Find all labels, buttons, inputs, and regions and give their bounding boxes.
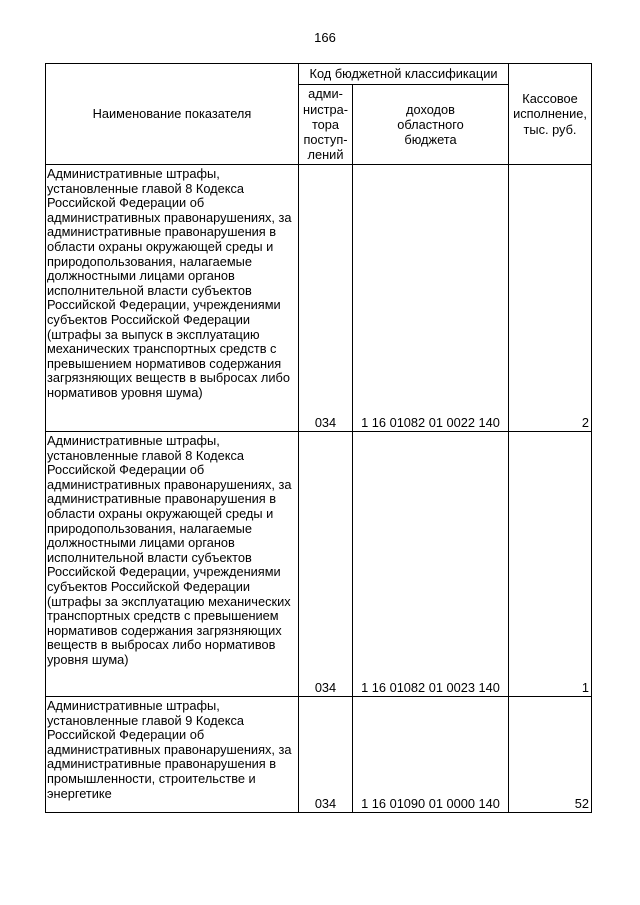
admin-code: 034 — [299, 165, 353, 432]
income-code: 1 16 01082 01 0022 140 — [353, 165, 509, 432]
admin-code: 034 — [299, 432, 353, 697]
execution-amount: 1 — [509, 432, 592, 697]
income-code: 1 16 01090 01 0000 140 — [353, 697, 509, 813]
table-row — [46, 165, 592, 432]
header-income: доходов областного бюджета — [353, 85, 509, 165]
header-row — [46, 64, 592, 85]
execution-amount: 52 — [509, 697, 592, 813]
indicator-name: Административные штрафы, установленные главой 8 Кодекса Российской Федерации об административных правонарушениях, за административные правонарушения в области охраны окружающей среды и природопользования, налагаемые должностными лицами органов исполнительной власти субъектов Российской Федерации, учреждениями субъектов Российской Федерации (штрафы за эксплуатацию механических транспортных средств с превышением нормативов содержания загрязняющих веществ в выбросах либо нормативов уровня шума) — [46, 432, 299, 697]
indicator-name: Административные штрафы, установленные главой 9 Кодекса Российской Федерации об административных правонарушениях, за административные правонарушения в промышленности, строительстве и энергетике — [46, 697, 299, 813]
indicator-name: Административные штрафы, установленные главой 8 Кодекса Российской Федерации об административных правонарушениях, за административные правонарушения в области охраны окружающей среды и природопользования, налагаемые должностными лицами органов исполнительной власти субъектов Российской Федерации, учреждениями субъектов Российской Федерации (штрафы за выпуск в эксплуатацию механических транспортных средств с превышением нормативов содержания загрязняющих веществ в выбросах либо нормативов уровня шума) — [46, 165, 299, 432]
header-budget-code-group: Код бюджетной классификации — [299, 64, 509, 85]
header-execution: Кассовое исполнение, тыс. руб. — [509, 64, 592, 165]
table-row — [46, 432, 592, 697]
table-row — [46, 697, 592, 813]
header-admin: адми- нистра- тора поступ- лений — [299, 85, 353, 165]
header-name: Наименование показателя — [46, 64, 299, 165]
page-number: 166 — [314, 30, 336, 45]
income-code: 1 16 01082 01 0023 140 — [353, 432, 509, 697]
budget-table — [45, 63, 592, 813]
admin-code: 034 — [299, 697, 353, 813]
execution-amount: 2 — [509, 165, 592, 432]
